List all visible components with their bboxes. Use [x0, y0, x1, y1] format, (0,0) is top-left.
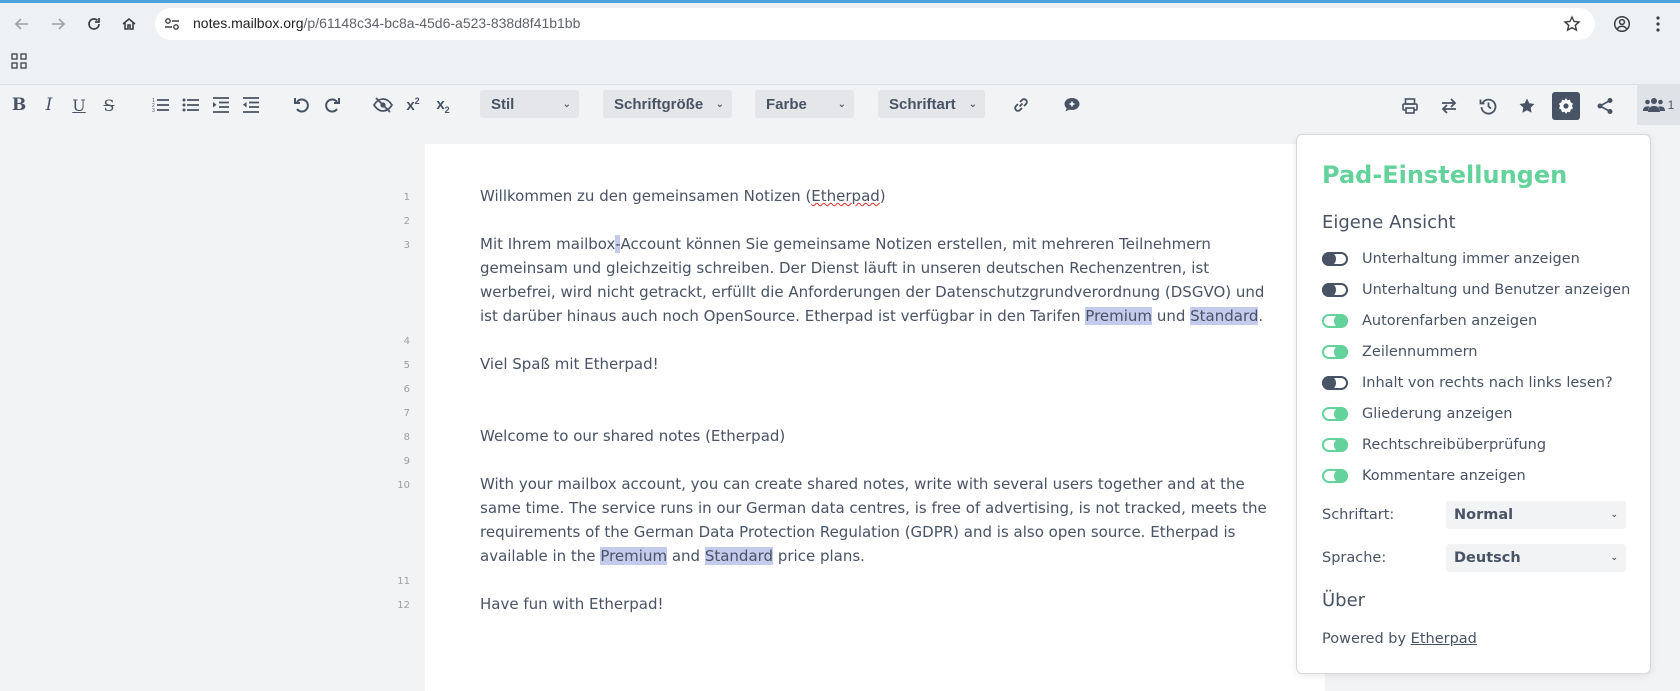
- toggle-switch[interactable]: [1322, 345, 1348, 359]
- powered-by-text: Powered by: [1322, 631, 1407, 647]
- superscript-icon[interactable]: $x^2$: [406, 96, 420, 114]
- toggle-switch[interactable]: [1322, 376, 1348, 390]
- text-run: With your mailbox account, you can create shared notes, write with several users together and at the same time. The service runs in our German data centres, is free of advertising, is not tracked, meets the requirements of the German Data Protection Regulation (GDPR) and is also open source. Etherpad is available in the: [480, 475, 1267, 565]
- settings-title: Pad-Einstellungen: [1322, 161, 1568, 189]
- author-highlight: -: [615, 235, 621, 253]
- language-select[interactable]: [1446, 544, 1626, 572]
- editor-line-10[interactable]: [480, 472, 1275, 568]
- url-host: notes.mailbox.org: [193, 15, 304, 31]
- text-run: Mit Ihrem mailbox: [480, 235, 616, 253]
- ordered-list-icon[interactable]: [149, 93, 173, 117]
- site-settings-icon[interactable]: [163, 15, 181, 33]
- editor-line-3[interactable]: [480, 232, 1275, 328]
- svg-text:1: 1: [152, 98, 155, 104]
- line-number: 2: [403, 216, 410, 227]
- users-button[interactable]: [1637, 85, 1680, 125]
- font-size-select[interactable]: [603, 90, 732, 118]
- line-number: 1: [403, 192, 410, 203]
- redo-icon[interactable]: [320, 93, 344, 117]
- toggle-switch[interactable]: [1322, 438, 1348, 452]
- option-label: Autorenfarben anzeigen: [1362, 313, 1538, 329]
- font-size-select-label: Schriftgröße: [614, 95, 704, 113]
- url-path: /p/61148c34-bc8a-45d6-a523-838d8f41b1bb: [303, 15, 581, 31]
- option-label: Gliederung anzeigen: [1362, 406, 1513, 422]
- editor-line-1[interactable]: [480, 184, 1275, 208]
- option-rtl[interactable]: [1322, 373, 1613, 393]
- option-author-colors[interactable]: [1322, 311, 1537, 331]
- svg-text:3: 3: [152, 108, 155, 113]
- import-export-icon[interactable]: [1435, 92, 1463, 120]
- editor-line-8[interactable]: Welcome to our shared notes (Etherpad): [480, 427, 786, 445]
- line-number: 3: [403, 240, 410, 251]
- author-highlight: Premium: [600, 547, 668, 565]
- author-highlight: Premium: [1085, 307, 1153, 325]
- share-icon[interactable]: [1591, 92, 1619, 120]
- font-family-value: Normal: [1454, 507, 1514, 523]
- chevron-down-icon: ⌄: [562, 98, 571, 110]
- users-icon: [1643, 97, 1665, 113]
- chevron-down-icon: ⌄: [1610, 553, 1618, 563]
- chevron-down-icon: ⌄: [715, 98, 724, 110]
- underline-icon[interactable]: U: [72, 95, 86, 115]
- text-run: und: [1152, 307, 1191, 325]
- option-outline[interactable]: [1322, 404, 1512, 424]
- italic-icon[interactable]: I: [45, 95, 53, 115]
- toggle-switch[interactable]: [1322, 252, 1348, 266]
- text-run: and: [667, 547, 705, 565]
- chevron-down-icon: ⌄: [968, 98, 977, 110]
- language-setting-row: [1322, 544, 1627, 572]
- line-number: 12: [397, 600, 410, 611]
- profile-icon[interactable]: [1610, 12, 1634, 36]
- font-select[interactable]: [878, 90, 985, 118]
- link-icon[interactable]: [1009, 93, 1033, 117]
- toggle-switch[interactable]: [1322, 283, 1348, 297]
- bold-icon[interactable]: B: [11, 95, 27, 115]
- line-number: 11: [397, 576, 410, 587]
- option-label: Kommentare anzeigen: [1362, 468, 1526, 484]
- toggle-switch[interactable]: [1322, 469, 1348, 483]
- author-highlight: Standard: [704, 547, 774, 565]
- option-label: Unterhaltung und Benutzer anzeigen: [1362, 282, 1631, 298]
- editor-line-5[interactable]: Viel Spaß mit Etherpad!: [480, 355, 659, 373]
- chevron-down-icon: ⌄: [1610, 510, 1618, 520]
- toggle-switch[interactable]: [1322, 407, 1348, 421]
- text-run: ): [879, 187, 886, 205]
- clear-authorship-icon[interactable]: [371, 93, 395, 117]
- option-show-chat-and-users[interactable]: [1322, 280, 1630, 300]
- indent-icon[interactable]: [209, 93, 233, 117]
- editor-toolbar: [0, 85, 1680, 125]
- option-show-chat-always[interactable]: [1322, 249, 1580, 269]
- author-highlight: Standard: [1190, 307, 1259, 325]
- browser-menu-icon[interactable]: [1646, 12, 1670, 36]
- editor-line-12[interactable]: Have fun with Etherpad!: [480, 595, 664, 613]
- line-number: 5: [403, 360, 410, 371]
- forward-icon[interactable]: [46, 12, 70, 36]
- misspelled-word: Etherpad: [811, 187, 880, 205]
- option-label: Zeilennummern: [1362, 344, 1478, 360]
- option-comments[interactable]: [1322, 466, 1526, 486]
- option-line-numbers[interactable]: [1322, 342, 1477, 362]
- line-number: 7: [403, 408, 410, 419]
- line-number: 9: [403, 456, 410, 467]
- text-run: .: [1258, 307, 1264, 325]
- language-setting-label: Sprache:: [1322, 550, 1387, 566]
- font-setting-label: Schriftart:: [1322, 507, 1395, 523]
- tab-accent-bar: [0, 0, 1680, 3]
- powered-by: [1322, 631, 1477, 647]
- strikethrough-icon[interactable]: S: [103, 95, 115, 115]
- home-icon[interactable]: [117, 12, 141, 36]
- chevron-down-icon: ⌄: [837, 98, 846, 110]
- timeslider-history-icon[interactable]: [1474, 92, 1502, 120]
- toggle-switch[interactable]: [1322, 314, 1348, 328]
- style-select-label: Stil: [491, 95, 515, 113]
- bookmarks-bar: [0, 48, 1680, 85]
- svg-text:2: 2: [152, 103, 155, 109]
- option-spellcheck[interactable]: [1322, 435, 1546, 455]
- text-run: price plans.: [773, 547, 865, 565]
- line-number: 8: [403, 432, 410, 443]
- text-run: Willkommen zu den gemeinsamen Notizen (: [480, 187, 812, 205]
- unordered-list-icon[interactable]: [179, 93, 203, 117]
- font-setting-row: [1322, 501, 1627, 529]
- color-select[interactable]: [755, 90, 854, 118]
- font-family-select[interactable]: [1446, 501, 1626, 529]
- language-value: Deutsch: [1454, 550, 1521, 566]
- text-run: Account können Sie gemeinsame Notizen erstellen, mit mehreren Teilnehmern gemeinsam und gleichzeitig schreiben. Der Dienst läuft in unseren deutschen Rechenzentren, ist werbefrei, wird nicht getrackt, erfüllt die Anforderungen der Datenschutzgrundverordnung (DSGVO) und ist darüber hinaus auch noch OpenSource. Etherpad ist verfügbar in den Tarifen: [480, 235, 1265, 325]
- outdent-icon[interactable]: [239, 93, 263, 117]
- own-view-heading: Eigene Ansicht: [1322, 212, 1456, 233]
- apps-grid-icon[interactable]: [11, 53, 29, 71]
- subscript-icon[interactable]: $x_2$: [436, 95, 450, 115]
- option-label: Inhalt von rechts nach links lesen?: [1362, 375, 1613, 391]
- settings-gear-icon[interactable]: [1552, 92, 1580, 120]
- line-number: 10: [397, 480, 410, 491]
- font-select-label: Schriftart: [889, 95, 956, 113]
- option-label: Unterhaltung immer anzeigen: [1362, 251, 1580, 267]
- saved-revision-star-icon[interactable]: [1513, 92, 1541, 120]
- user-count: 1: [1667, 98, 1675, 112]
- style-select[interactable]: [480, 90, 579, 118]
- about-heading: Über: [1322, 590, 1366, 611]
- bookmark-star-icon[interactable]: [1560, 12, 1584, 36]
- url-text[interactable]: [193, 15, 580, 31]
- back-icon[interactable]: [10, 12, 34, 36]
- undo-icon[interactable]: [290, 93, 314, 117]
- settings-popup: [1296, 134, 1651, 674]
- reload-icon[interactable]: [82, 12, 106, 36]
- color-select-label: Farbe: [766, 95, 807, 113]
- print-icon[interactable]: [1396, 92, 1424, 120]
- option-label: Rechtschreibüberprüfung: [1362, 437, 1547, 453]
- line-number: 6: [403, 384, 410, 395]
- etherpad-link[interactable]: Etherpad: [1410, 631, 1477, 647]
- line-number: 4: [403, 336, 410, 347]
- comment-icon[interactable]: [1060, 93, 1084, 117]
